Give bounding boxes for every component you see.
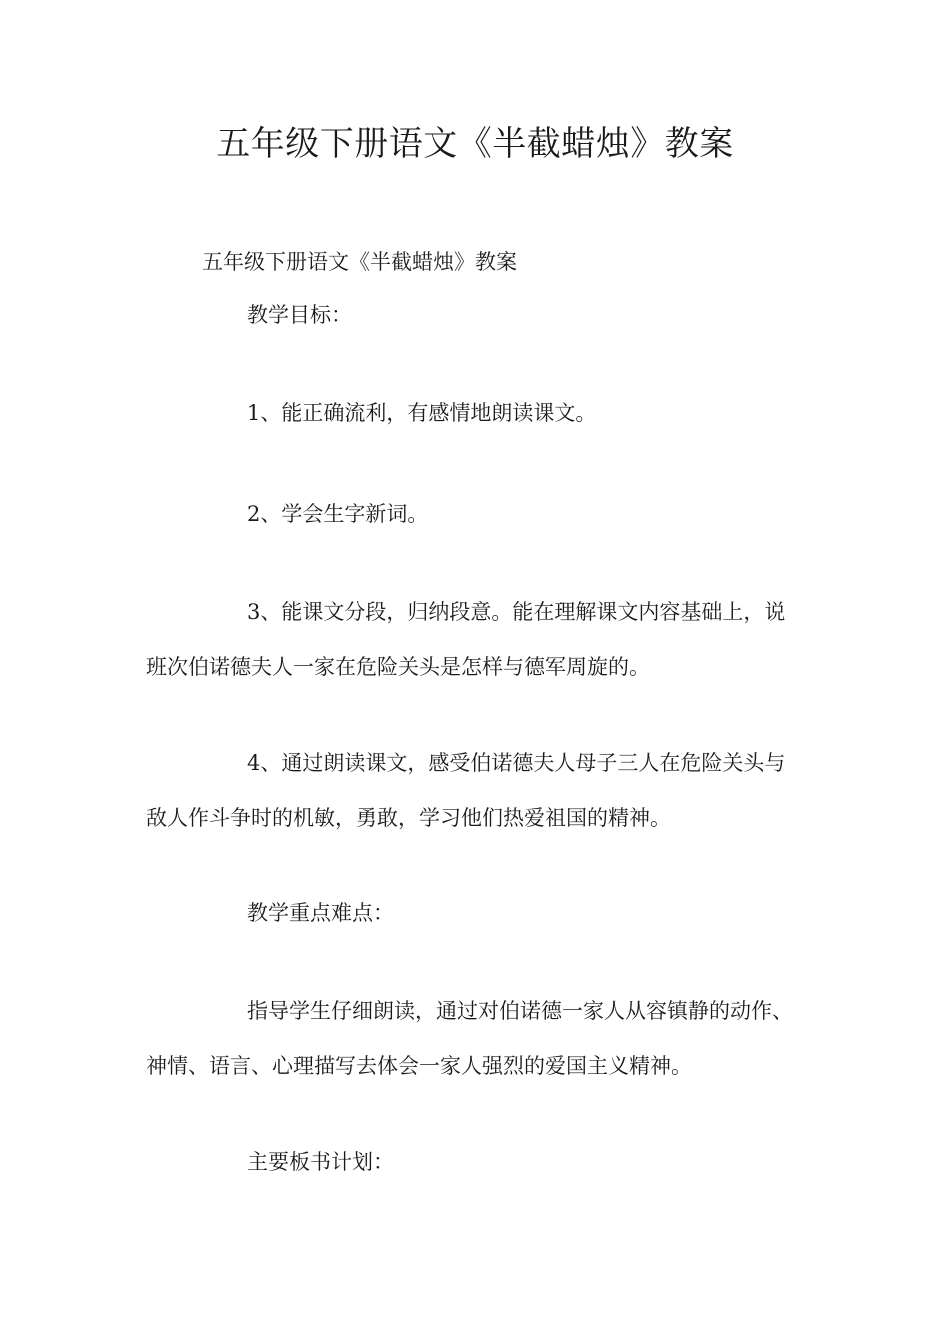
document-subtitle: 五年级下册语文《半截蜡烛》教案 bbox=[202, 250, 517, 274]
paragraph-board-plan-heading: 主要板书计划： bbox=[247, 1150, 394, 1174]
paragraph-teaching-objectives-heading: 教学目标： bbox=[247, 303, 352, 327]
document-title: 五年级下册语文《半截蜡烛》教案 bbox=[216, 124, 734, 164]
paragraph-key-difficulties-heading: 教学重点难点： bbox=[247, 901, 394, 925]
paragraph-objective-3: 3、能课文分段，归纳段意。能在理解课文内容基础上，说班次伯诺德夫人一家在危险关头是怎样与德军周旋的。 bbox=[146, 600, 786, 679]
paragraph-key-difficulties: 指导学生仔细朗读，通过对伯诺德一家人从容镇静的动作、神情、语言、心理描写去体会一家人强烈的爱国主义精神。 bbox=[146, 999, 793, 1078]
paragraph-objective-2: 2、学会生字新词。 bbox=[247, 502, 429, 526]
paragraph-objective-1: 1、能正确流利，有感情地朗读课文。 bbox=[247, 401, 597, 425]
paragraph-objective-4: 4、通过朗读课文，感受伯诺德夫人母子三人在危险关头与敌人作斗争时的机敏，勇敢，学习他们热爱祖国的精神。 bbox=[146, 751, 786, 830]
